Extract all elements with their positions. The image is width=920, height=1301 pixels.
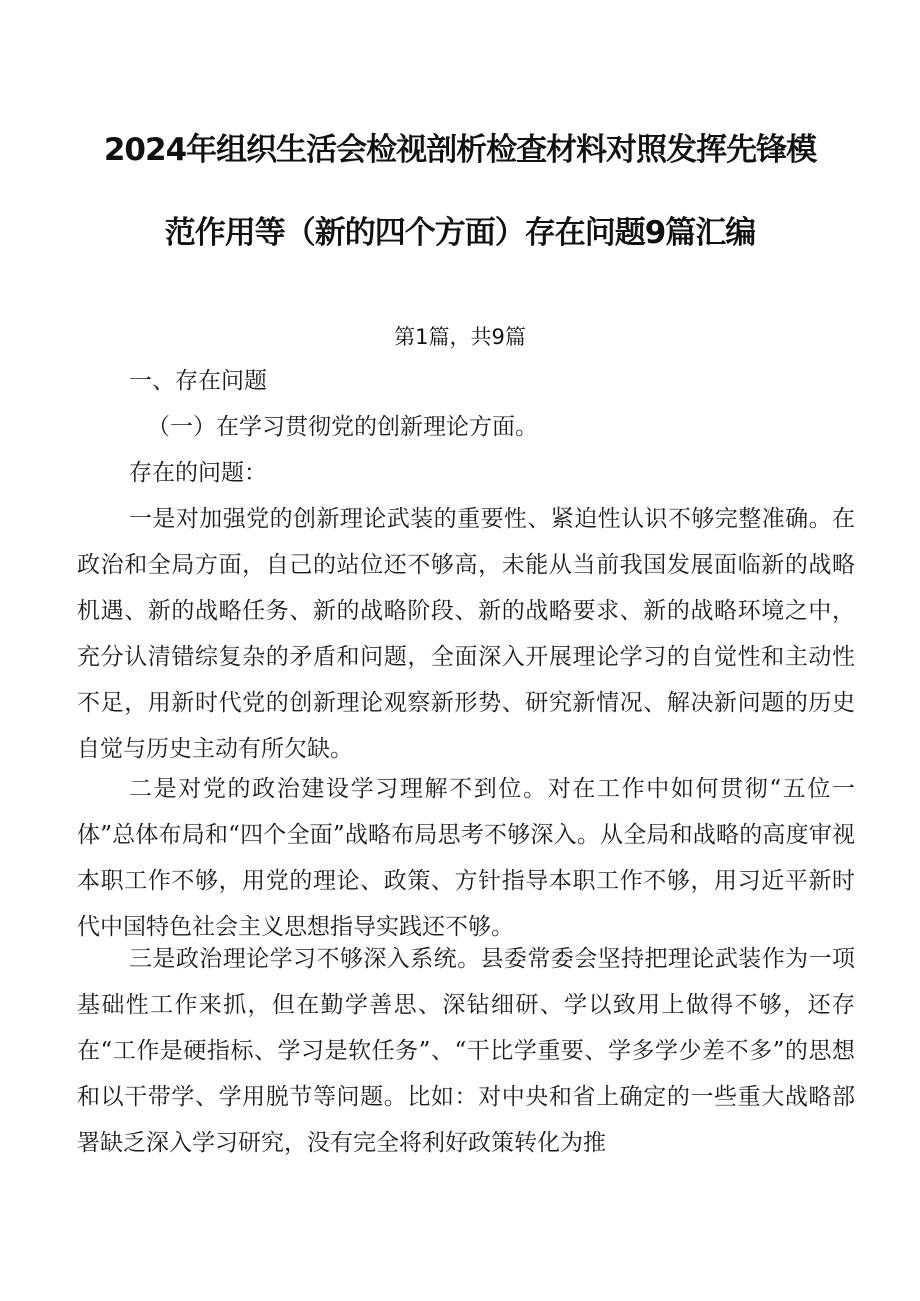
paragraph-3: 三是政治理论学习不够深入系统。县委常委会坚持把理论武装作为一项基础性工作来抓，但在勤学善思、深钻细研、学以致用上做得不够，还存在“工作是硬指标、学习是软任务”、“干比学重要、学多学少差不多”的思想和以干带学、学用脱节等问题。比如：对中央和省上确定的一些重大战略部署缺乏深入学习研究，没有完全将利好政策转化为推: [77, 946, 855, 1156]
paragraph-1: 一是对加强党的创新理论武装的重要性、紧迫性认识不够完整准确。在政治和全局方面，自己的站位还不够高，未能从当前我国发展面临新的战略机遇、新的战略任务、新的战略阶段、新的战略要求、新的战略环境之中，充分认清错综复杂的矛盾和问题，全面深入开展理论学习的自觉性和主动性不足，用新时代党的创新理论观察新形势、研究新情况、解决新问题的历史自觉与历史主动有所欠缺。: [77, 506, 855, 762]
document-title-line-2: 范作用等（新的四个方面）存在问题9篇汇编: [164, 215, 756, 251]
problems-label: 存在的问题：: [129, 460, 267, 486]
paragraph-2: 二是对党的政治建设学习理解不到位。对在工作中如何贯彻“五位一体”总体布局和“四个全面”战略布局思考不够深入。从全局和战略的高度审视本职工作不够，用党的理论、政策、方针指导本职工作不够，用习近平新时代中国特色社会主义思想指导实践还不够。: [77, 776, 855, 940]
sub-heading: （一）在学习贯彻党的创新理论方面。: [147, 414, 538, 440]
document-title-line-1: 2024年组织生活会检视剖析检查材料对照发挥先锋模: [103, 132, 817, 168]
part-counter: 第1篇，共9篇: [394, 325, 526, 349]
section-heading: 一、存在问题: [129, 368, 267, 394]
